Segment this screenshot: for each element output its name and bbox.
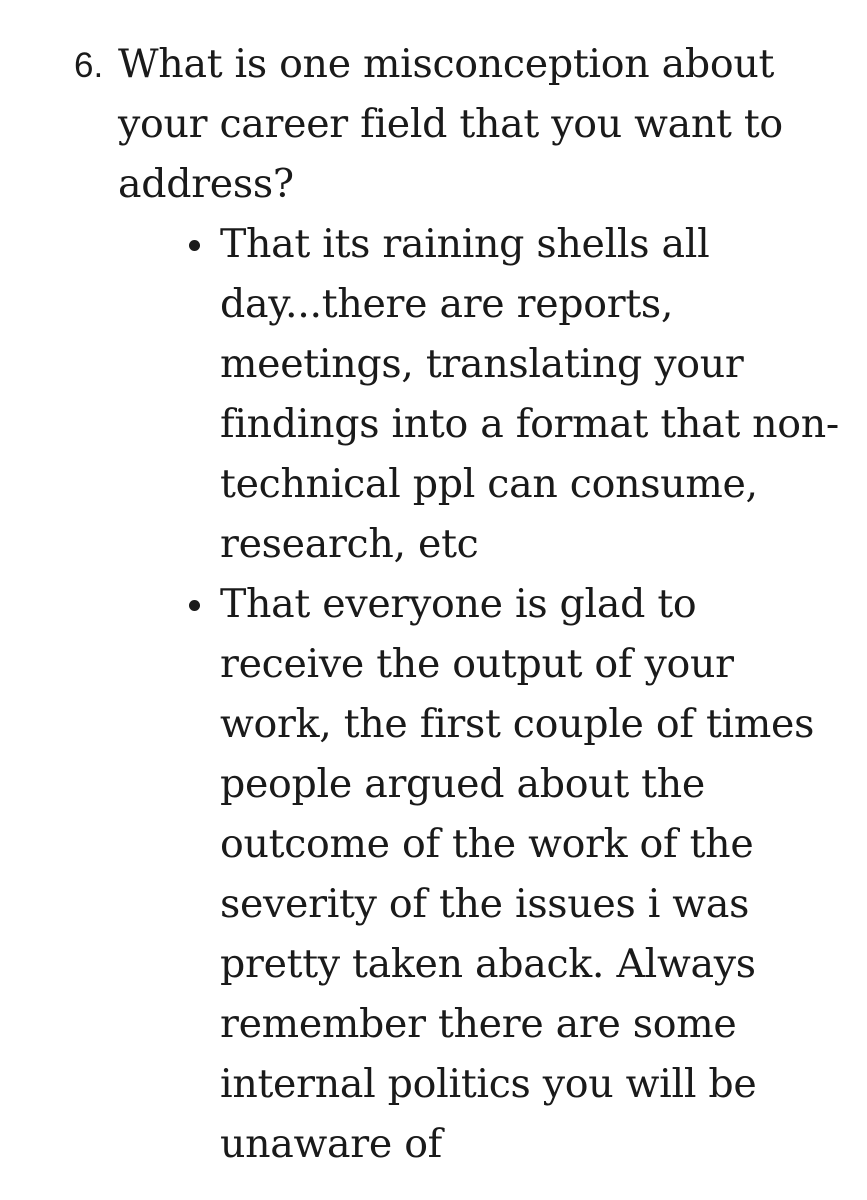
bullet-icon bbox=[189, 240, 200, 251]
bullet-icon bbox=[189, 600, 200, 611]
question-text: What is one misconception about your career field that you want to address? bbox=[118, 41, 783, 207]
question-item bbox=[0, 34, 867, 214]
question-number: 6. bbox=[74, 46, 104, 85]
answer-text: That everyone is glad to receive the output of your work, the first couple of times people argued about the outcome of the work of the severity of the issues i was pretty taken aback. Always remember there are some internal politics you will be unaware of bbox=[220, 581, 815, 1167]
answer-item bbox=[0, 574, 867, 1174]
answer-item bbox=[0, 214, 867, 574]
answer-list bbox=[0, 214, 867, 1174]
question-block bbox=[0, 34, 867, 1174]
answer-text: That its raining shells all day...there are reports, meetings, translating your findings into a format that non-technical ppl can consume, research, etc bbox=[220, 221, 839, 567]
